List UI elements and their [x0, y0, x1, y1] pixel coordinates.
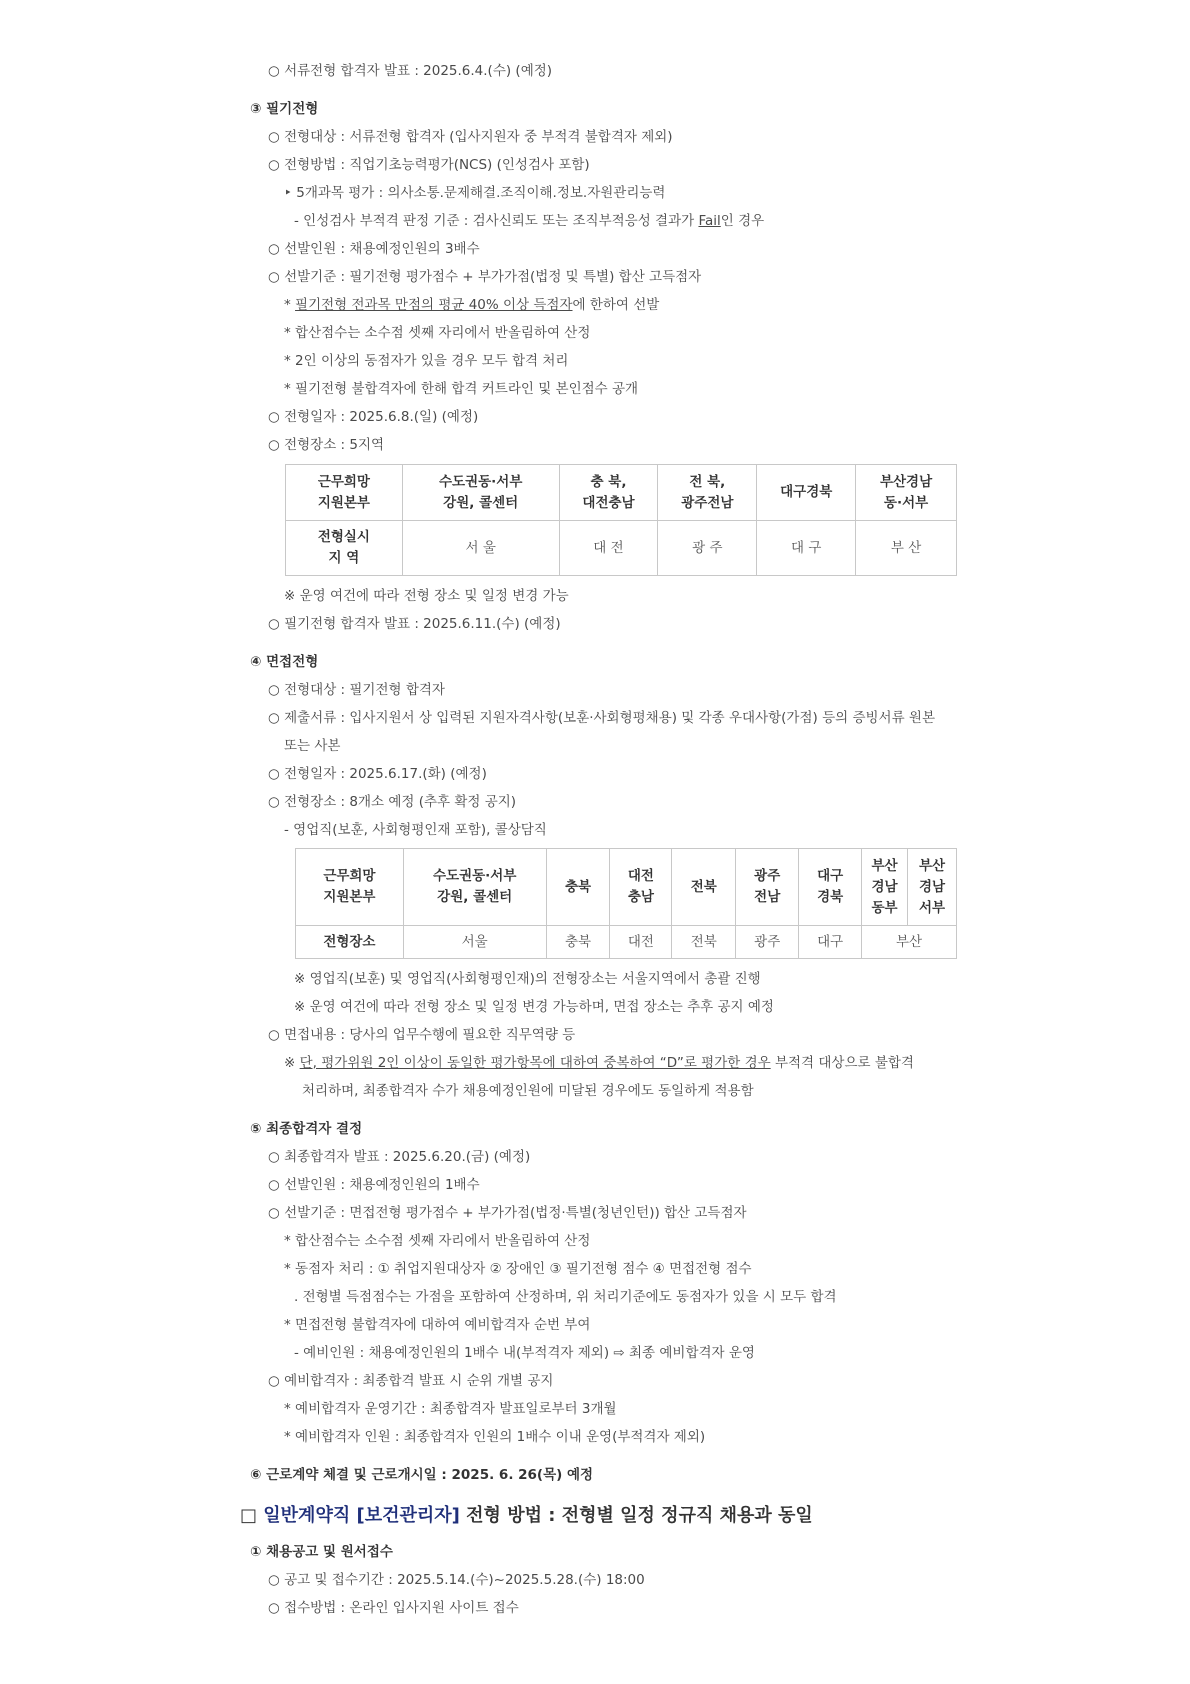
text-line: * 2인 이상의 동점자가 있을 경우 모두 합격 처리: [284, 353, 569, 369]
table-header-cell: 근무희망 지원본부: [296, 849, 404, 926]
text-line: * 필기전형 전과목 만점의 평균 40% 이상 득점자에 한하여 선발: [284, 297, 660, 313]
text-line: * 합산점수는 소수점 셋째 자리에서 반올림하여 산정: [284, 325, 591, 341]
text-line: * 합산점수는 소수점 셋째 자리에서 반올림하여 산정: [284, 1233, 591, 1249]
text-line: 또는 사본: [284, 738, 341, 754]
text-line: ○ 선발인원 : 채용예정인원의 1배수: [268, 1177, 480, 1193]
table-header-row: [286, 465, 957, 521]
text-line: * 동점자 처리 : ① 취업지원대상자 ② 장애인 ③ 필기전형 점수 ④ 면접전형 점수: [284, 1261, 752, 1277]
text-line: ○ 전형방법 : 직업기초능력평가(NCS) (인성검사 포함): [268, 157, 590, 173]
general-contract-heading: □ 일반계약직 [보건관리자] 전형 방법 : 전형별 일정 정규직 채용과 동일: [240, 1505, 813, 1526]
table-cell: 충북: [546, 926, 610, 959]
note-line: ※ 영업직(보훈) 및 영업직(사회형평인재)의 전형장소는 서울지역에서 총괄 진행: [294, 971, 761, 987]
table-cell: 대 전: [559, 521, 658, 576]
text-line: - 영업직(보훈, 사회형평인재 포함), 콜상담직: [284, 822, 547, 838]
table-cell: 서울: [403, 926, 546, 959]
section-posting-title: ① 채용공고 및 원서접수: [250, 1544, 393, 1560]
text-line: ○ 전형일자 : 2025.6.8.(일) (예정): [268, 409, 479, 425]
table-cell: 광 주: [658, 521, 757, 576]
table-header-cell: 수도권동·서부 강원, 콜센터: [402, 465, 559, 521]
text-line: ○ 선발기준 : 면접전형 평가점수 + 부가가점(법정·특별(청년인턴)) 합산 고득점자: [268, 1205, 747, 1221]
written-exam-location-table: [285, 464, 957, 576]
table-header-cell: 전 북, 광주전남: [658, 465, 757, 521]
text-line: * 면접전형 불합격자에 대하여 예비합격자 순번 부여: [284, 1317, 591, 1333]
text-line: ○ 전형대상 : 서류전형 합격자 (입사지원자 중 부적격 불합격자 제외): [268, 129, 673, 145]
text-line: - 예비인원 : 채용예정인원의 1배수 내(부적격자 제외) ⇨ 최종 예비합격자 운영: [294, 1345, 755, 1361]
table-row-label: 전형장소: [296, 926, 404, 959]
text-line: * 필기전형 불합격자에 한해 합격 커트라인 및 본인점수 공개: [284, 381, 639, 397]
text-line: ○ 접수방법 : 온라인 입사지원 사이트 접수: [268, 1600, 519, 1616]
table-header-row: [296, 849, 957, 926]
table-row-label: 전형실시 지 역: [286, 521, 403, 576]
table-cell: 부산: [862, 926, 957, 959]
text-line: ‣ 5개과목 평가 : 의사소통.문제해결.조직이해.정보.자원관리능력: [284, 185, 666, 201]
table-header-cell: 충북: [546, 849, 610, 926]
text-line: ○ 전형장소 : 5지역: [268, 437, 385, 453]
text-line: 처리하며, 최종합격자 수가 채용예정인원에 미달된 경우에도 동일하게 적용함: [302, 1083, 754, 1099]
table-header-cell: 수도권동·서부 강원, 콜센터: [403, 849, 546, 926]
table-cell: 대구: [799, 926, 862, 959]
interview-location-table: [295, 848, 957, 959]
text-line: ○ 전형대상 : 필기전형 합격자: [268, 682, 445, 698]
table-cell: 서 울: [402, 521, 559, 576]
text-line: ○ 제출서류 : 입사지원서 상 입력된 지원자격사항(보훈·사회형평채용) 및 각종 우대사항(가점) 등의 증빙서류 원본: [268, 710, 935, 726]
table-header-cell: 부산 경남 동부: [862, 849, 908, 926]
table-row: [296, 926, 957, 959]
table-header-cell: 대구경북: [757, 465, 856, 521]
table-header-cell: 근무희망 지원본부: [286, 465, 403, 521]
table-row: [286, 521, 957, 576]
text-line: ○ 선발인원 : 채용예정인원의 3배수: [268, 241, 480, 257]
table-header-cell: 부산 경남 서부: [908, 849, 957, 926]
text-line: ○ 공고 및 접수기간 : 2025.5.14.(수)~2025.5.28.(수) 18:00: [268, 1572, 645, 1588]
table-cell: 광주: [736, 926, 799, 959]
table-cell: 전북: [672, 926, 736, 959]
table-header-cell: 대구 경북: [799, 849, 862, 926]
table-header-cell: 대전 충남: [610, 849, 672, 926]
text-line: - 인성검사 부적격 판정 기준 : 검사신뢰도 또는 조직부적응성 결과가 Fail인 경우: [294, 213, 765, 229]
text-line: ○ 면접내용 : 당사의 업무수행에 필요한 직무역량 등: [268, 1027, 576, 1043]
note-line: ※ 운영 여건에 따라 전형 장소 및 일정 변경 가능하며, 면접 장소는 추후 공지 예정: [294, 999, 774, 1015]
text-line: ○ 예비합격자 : 최종합격 발표 시 순위 개별 공지: [268, 1373, 554, 1389]
text-line: * 예비합격자 인원 : 최종합격자 인원의 1배수 이내 운영(부적격자 제외): [284, 1429, 706, 1445]
text-line: ○ 전형일자 : 2025.6.17.(화) (예정): [268, 766, 487, 782]
section-final-result-title: ⑤ 최종합격자 결정: [250, 1121, 363, 1137]
table-cell: 대 구: [757, 521, 856, 576]
text-line: ○ 필기전형 합격자 발표 : 2025.6.11.(수) (예정): [268, 616, 561, 632]
table-cell: 부 산: [856, 521, 957, 576]
note-line: ※ 운영 여건에 따라 전형 장소 및 일정 변경 가능: [284, 588, 569, 604]
text-line: ○ 최종합격자 발표 : 2025.6.20.(금) (예정): [268, 1149, 531, 1165]
table-header-cell: 광주 전남: [736, 849, 799, 926]
section-written-exam-title: ③ 필기전형: [250, 101, 319, 117]
table-cell: 대전: [610, 926, 672, 959]
document-result-announcement: ○ 서류전형 합격자 발표 : 2025.6.4.(수) (예정): [268, 63, 553, 79]
text-line: . 전형별 득점점수는 가점을 포함하여 산정하며, 위 처리기준에도 동점자가 있을 시 모두 합격: [294, 1289, 837, 1305]
table-header-cell: 충 북, 대전충남: [559, 465, 658, 521]
text-line: ※ 단, 평가위원 2인 이상이 동일한 평가항목에 대하여 중복하여 “D”로 평가한 경우 부적격 대상으로 불합격: [284, 1055, 914, 1071]
table-header-cell: 전북: [672, 849, 736, 926]
text-line: * 예비합격자 운영기간 : 최종합격자 발표일로부터 3개월: [284, 1401, 617, 1417]
section-contract-title: ⑥ 근로계약 체결 및 근로개시일 : 2025. 6. 26(목) 예정: [250, 1467, 594, 1483]
table-header-cell: 부산경남 동·서부: [856, 465, 957, 521]
text-line: ○ 전형장소 : 8개소 예정 (추후 확정 공지): [268, 794, 517, 810]
text-line: ○ 선발기준 : 필기전형 평가점수 + 부가가점(법정 및 특별) 합산 고득점자: [268, 269, 702, 285]
section-interview-title: ④ 면접전형: [250, 654, 319, 670]
